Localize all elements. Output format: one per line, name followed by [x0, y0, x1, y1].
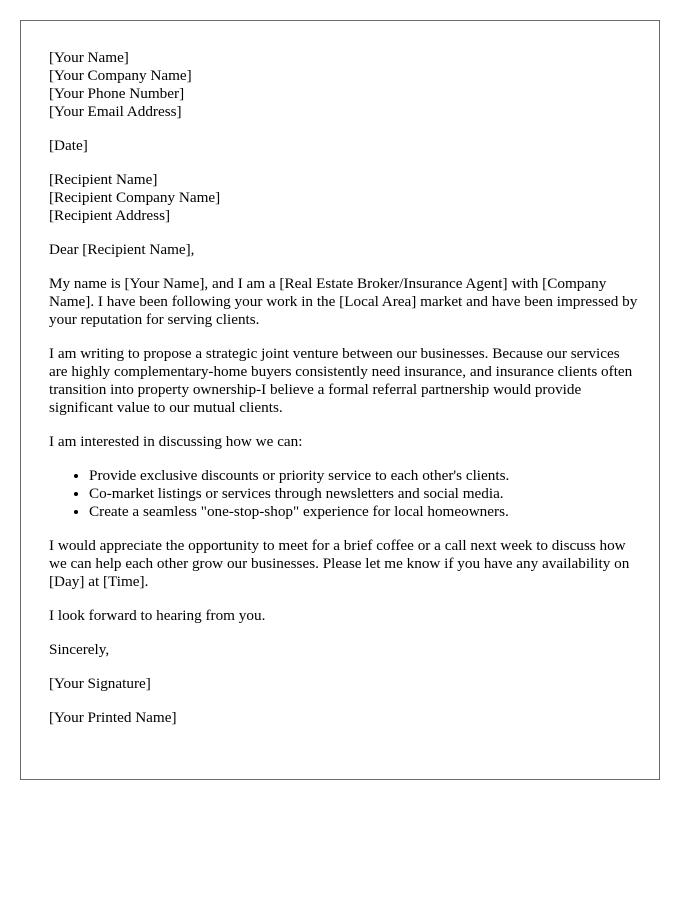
sender-block: [49, 49, 631, 121]
letter-page: [20, 20, 660, 780]
intro-paragraph: My name is [Your Name], and I am a [Real Estate Broker/Insurance Agent] with [Company Name]. I have been following your work in the [Local Area] market and have been impressed by your reputation for serving clients.: [49, 275, 638, 328]
signature: [Your Signature]: [49, 675, 151, 692]
proposal-paragraph: I am writing to propose a strategic joint venture between our businesses. Because our services are highly complementary-home buyers consistently need insurance, and insurance clients often transition into property ownership-I believe a formal referral partnership would provide significant value to our mutual clients.: [49, 345, 633, 416]
closing-line: I look forward to hearing from you.: [49, 607, 266, 624]
letter-date: [Date]: [49, 137, 88, 154]
date-block: [49, 137, 631, 155]
salutation: Dear [Recipient Name],: [49, 241, 195, 258]
interest-paragraph: I am interested in discussing how we can:: [49, 433, 303, 450]
recipient-address: [Recipient Address]: [49, 207, 171, 224]
list-item: • Provide exclusive discounts or priority service to each other's clients.: [89, 467, 631, 485]
list-item: • Co-market listings or services through newsletters and social media.: [89, 485, 631, 503]
recipient-name: [Recipient Name]: [49, 171, 158, 188]
recipient-block: [49, 171, 631, 225]
closing: Sincerely,: [49, 641, 110, 658]
printed-name: [Your Printed Name]: [49, 709, 177, 726]
proposal-list: [49, 467, 631, 521]
sender-company: [Your Company Name]: [49, 67, 192, 84]
sender-phone: [Your Phone Number]: [49, 85, 185, 102]
meeting-paragraph: I would appreciate the opportunity to meet for a brief coffee or a call next week to discuss how we can help each other grow our businesses. Please let me know if you have any availability on [Day] at [Time].: [49, 537, 630, 590]
recipient-company: [Recipient Company Name]: [49, 189, 221, 206]
sender-email: [Your Email Address]: [49, 103, 182, 120]
list-item: • Create a seamless "one-stop-shop" experience for local homeowners.: [89, 503, 631, 521]
sender-name: [Your Name]: [49, 49, 129, 66]
